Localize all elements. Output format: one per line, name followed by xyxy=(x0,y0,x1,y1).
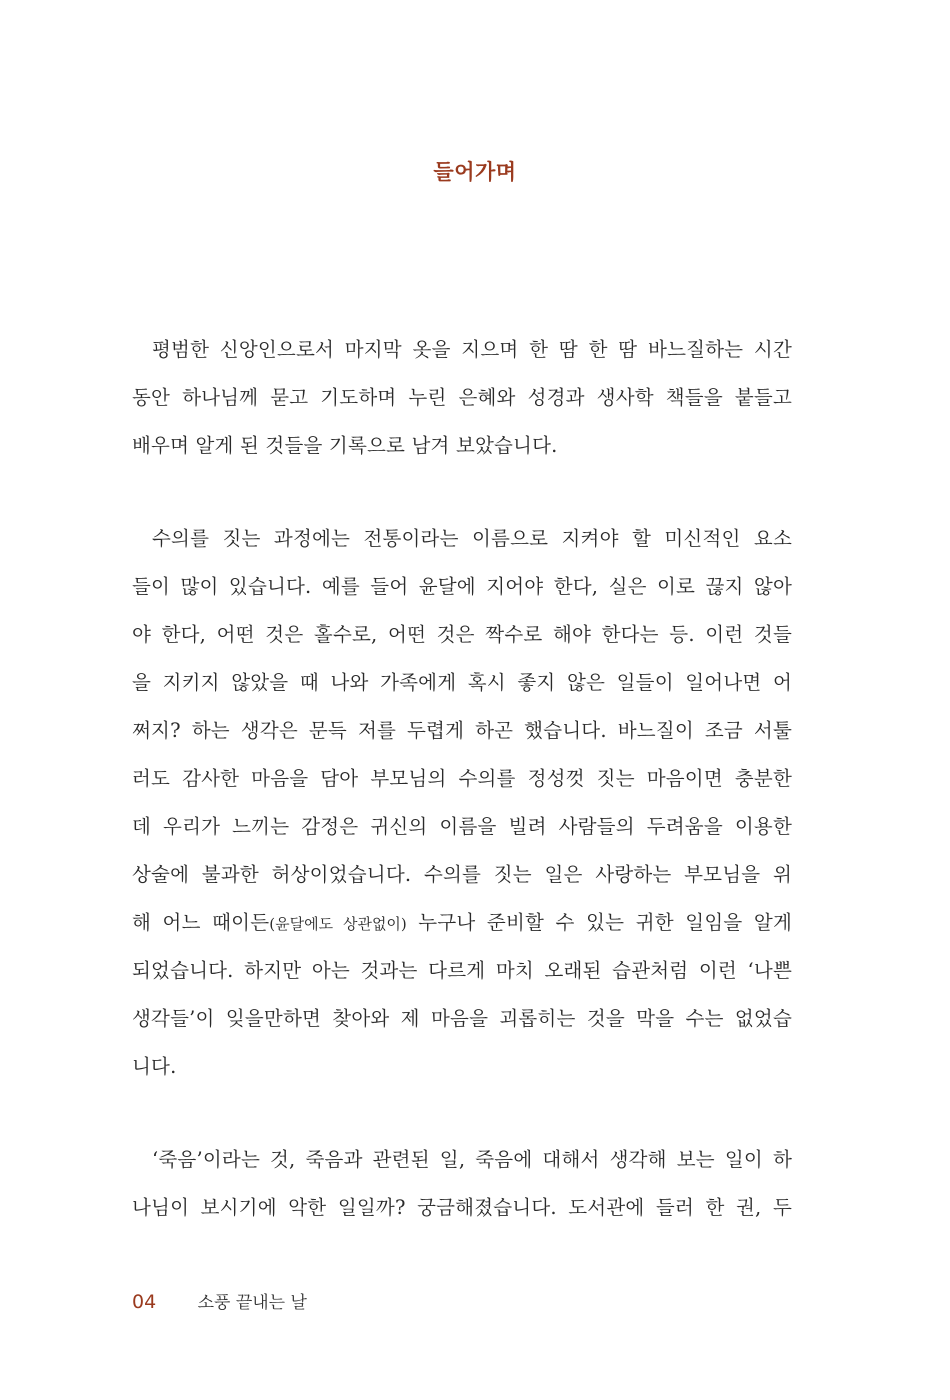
paragraph-2 xyxy=(132,515,792,1091)
text-line: 니다. xyxy=(132,1055,177,1078)
page-title: 들어가며 xyxy=(433,160,517,185)
text-segment: 해 어느 때이든 xyxy=(132,911,270,934)
text-line: 수의를 짓는 과정에는 전통이라는 이름으로 지켜야 할 미신적인 요소 xyxy=(152,527,792,550)
text-line: 야 한다, 어떤 것은 홀수로, 어떤 것은 짝수로 해야 한다는 등. 이런 것들 xyxy=(132,623,792,646)
text-line xyxy=(132,899,792,947)
paragraph-1 xyxy=(132,326,792,470)
text-line: 들이 많이 있습니다. 예를 들어 윤달에 지어야 한다, 실은 이로 끊지 않아 xyxy=(132,575,792,598)
page-number: 04 xyxy=(132,1291,157,1313)
text-line: 평범한 신앙인으로서 마지막 옷을 지으며 한 땀 한 땀 바느질하는 시간 xyxy=(152,338,792,361)
text-line: 되었습니다. 하지만 아는 것과는 다르게 마치 오래된 습관처럼 이런 ‘나쁜 xyxy=(132,959,792,982)
text-segment: 누구나 준비할 수 있는 귀한 일임을 알게 xyxy=(406,911,792,934)
text-line: 상술에 불과한 허상이었습니다. 수의를 짓는 일은 사랑하는 부모님을 위 xyxy=(132,863,792,886)
text-line: 을 지키지 않았을 때 나와 가족에게 혹시 좋지 않은 일들이 일어나면 어 xyxy=(132,671,792,694)
text-line: ‘죽음’이라는 것, 죽음과 관련된 일, 죽음에 대해서 생각해 보는 일이 하 xyxy=(152,1148,792,1171)
paragraph-3 xyxy=(132,1136,792,1232)
text-line: 배우며 알게 된 것들을 기록으로 남겨 보았습니다. xyxy=(132,434,558,457)
body-text xyxy=(132,326,792,1277)
running-title: 소풍 끝내는 날 xyxy=(197,1293,307,1313)
text-line: 러도 감사한 마음을 담아 부모님의 수의를 정성껏 짓는 마음이면 충분한 xyxy=(132,767,792,790)
page-footer xyxy=(132,1288,307,1313)
text-line: 나님이 보시기에 악한 일일까? 궁금해졌습니다. 도서관에 들러 한 권, 두 xyxy=(132,1196,792,1219)
text-line: 쩌지? 하는 생각은 문득 저를 두렵게 하곤 했습니다. 바느질이 조금 서툴 xyxy=(132,719,792,742)
parenthetical-note: (윤달에도 상관없이) xyxy=(269,915,407,933)
text-line: 데 우리가 느끼는 감정은 귀신의 이름을 빌려 사람들의 두려움을 이용한 xyxy=(132,815,792,838)
text-line: 생각들’이 잊을만하면 찾아와 제 마음을 괴롭히는 것을 막을 수는 없었습 xyxy=(132,1007,792,1030)
text-line: 동안 하나님께 묻고 기도하며 누린 은혜와 성경과 생사학 책들을 붙들고 xyxy=(132,386,792,409)
